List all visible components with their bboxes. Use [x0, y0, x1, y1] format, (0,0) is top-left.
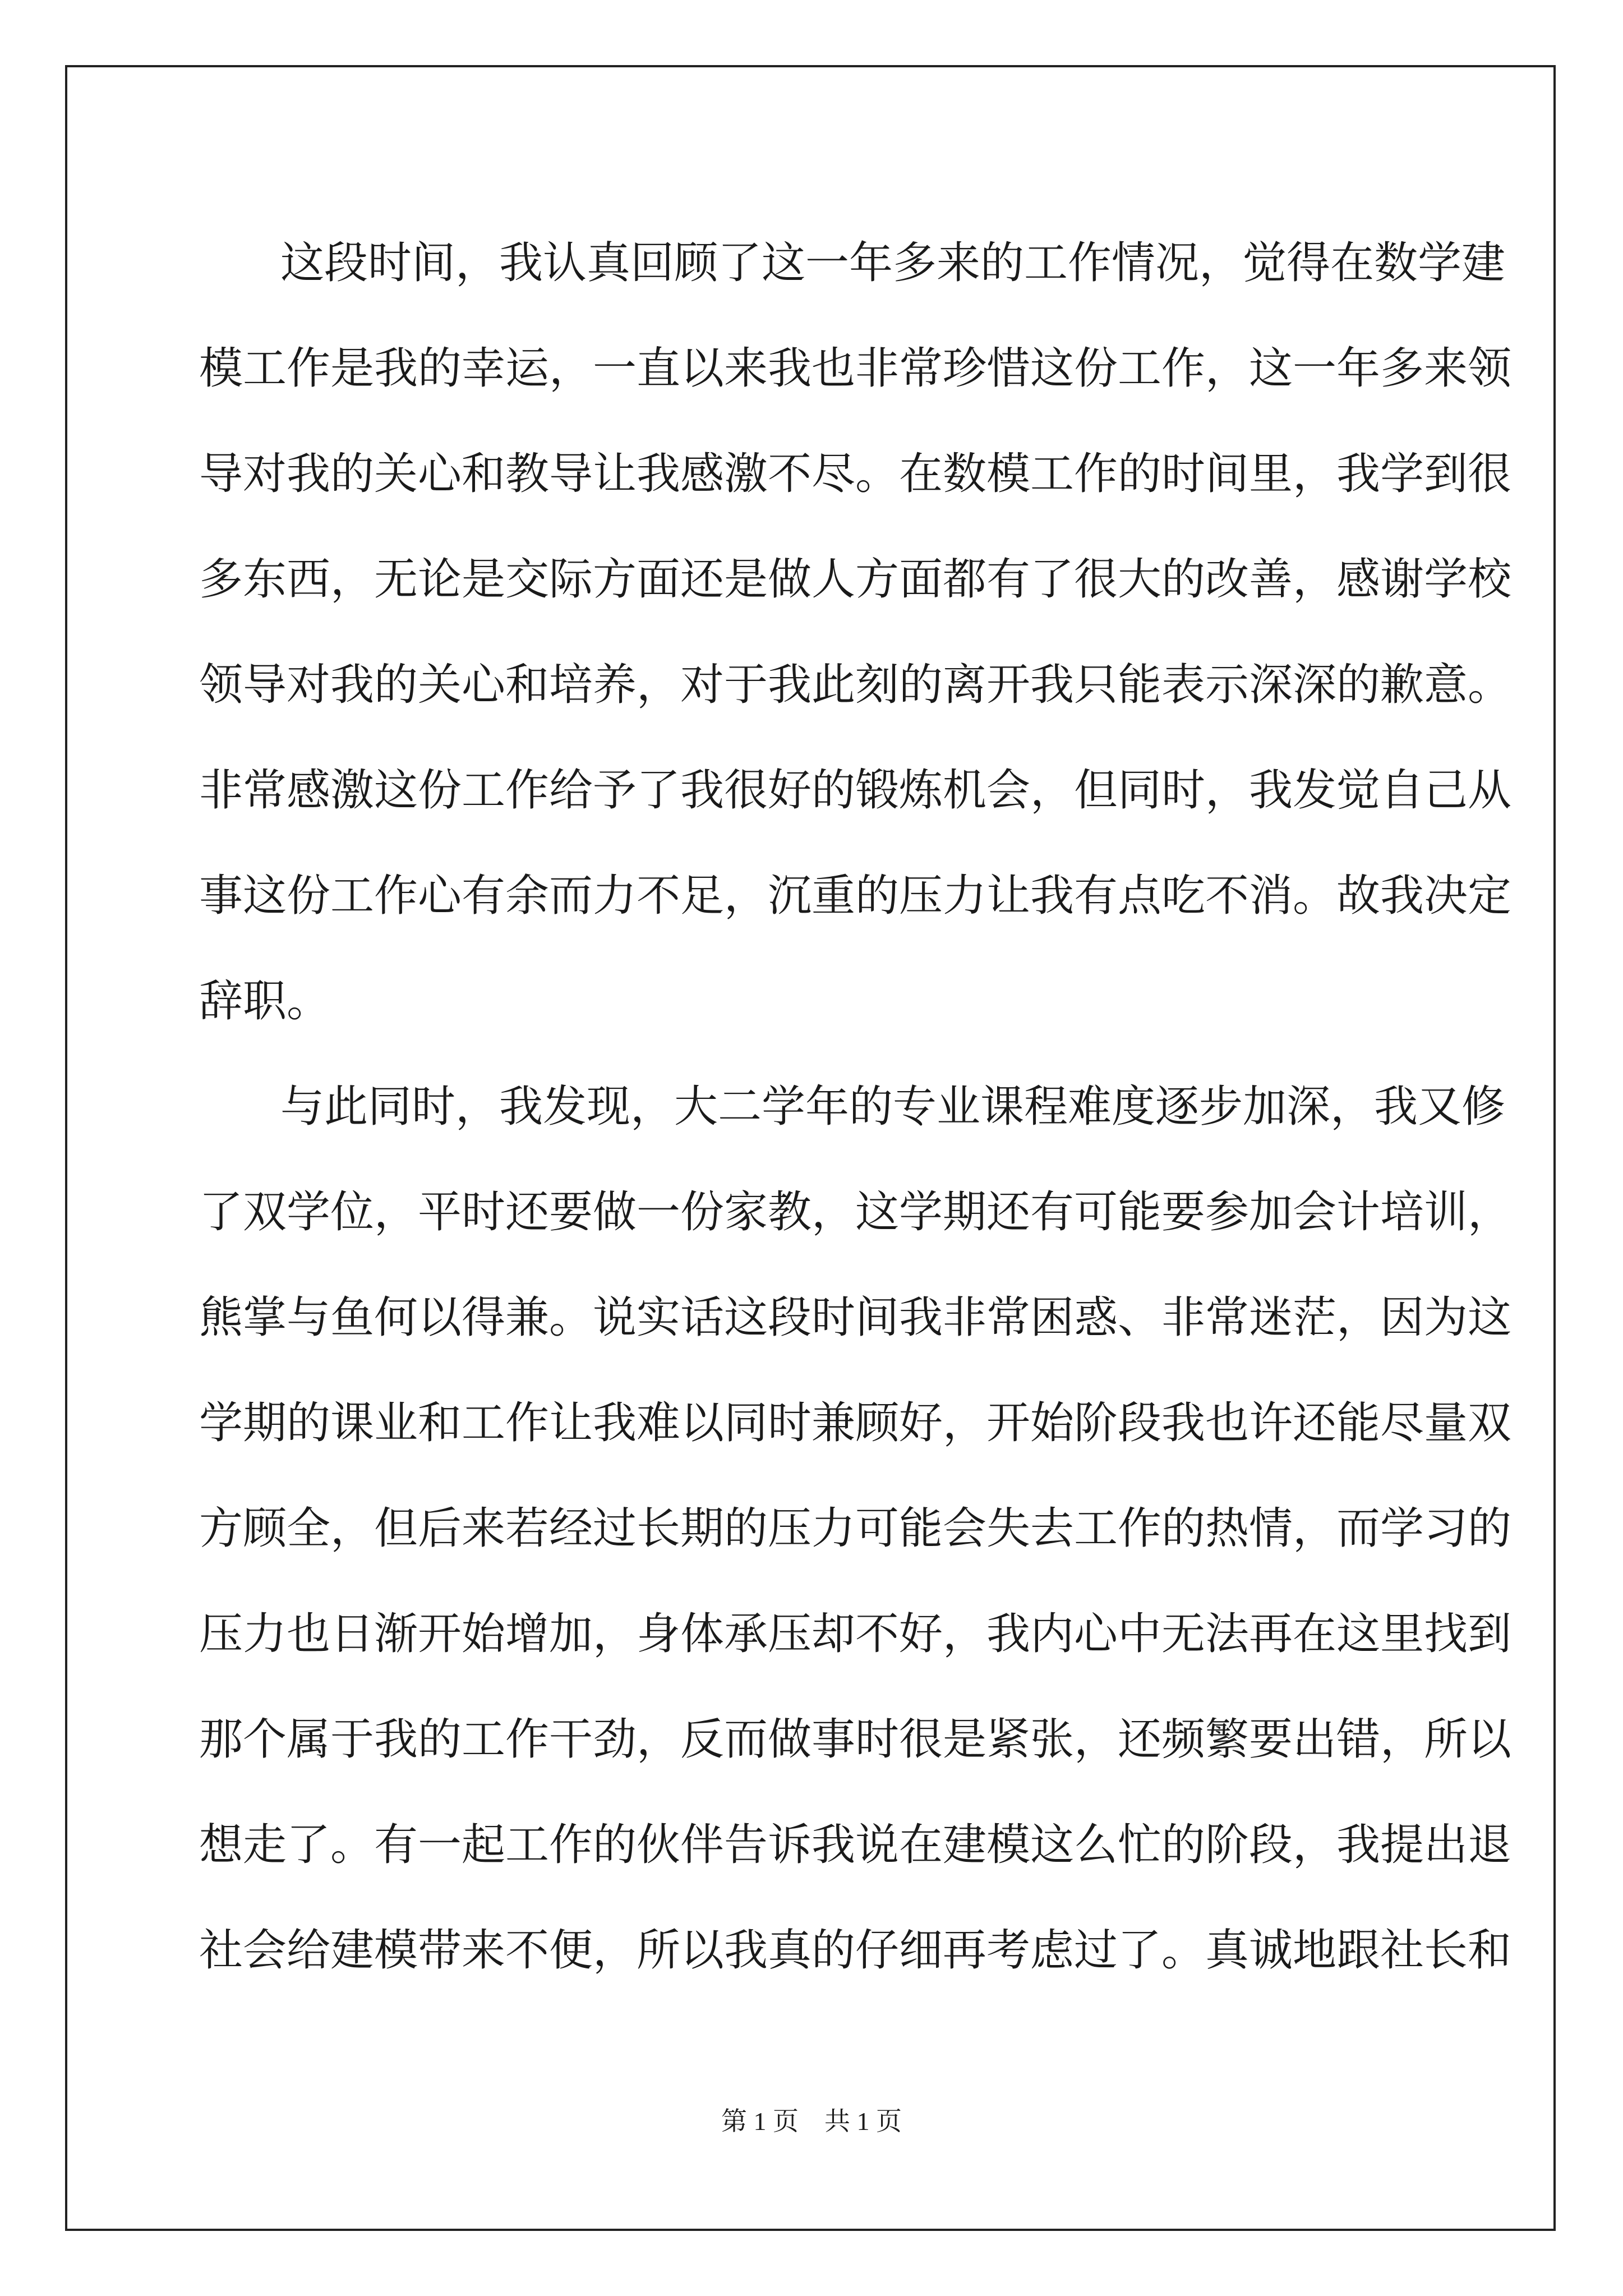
text-line: 熊掌与鱼何以得兼。说实话这段时间我非常困惑、非常迷茫，因为这: [199, 1292, 1512, 1343]
text-line: 社会给建模带来不便，所以我真的仔细再考虑过了。真诚地跟社长和: [199, 1925, 1512, 1976]
page-number-footer: 第 1 页 共 1 页: [721, 2107, 902, 2136]
text-line: 那个属于我的工作干劲，反而做事时很是紧张，还频繁要出错，所以: [199, 1714, 1512, 1765]
text-line: 领导对我的关心和培养，对于我此刻的离开我只能表示深深的歉意。: [199, 660, 1512, 710]
text-line: 想走了。有一起工作的伙伴告诉我说在建模这么忙的阶段，我提出退: [199, 1820, 1512, 1870]
text-line: 了双学位，平时还要做一份家教，这学期还有可能要参加会计培训，: [199, 1187, 1512, 1237]
text-line: 辞职。: [199, 976, 331, 1027]
text-line: 这段时间，我认真回顾了这一年多来的工作情况，觉得在数学建: [280, 238, 1506, 288]
text-line: 学期的课业和工作让我难以同时兼顾好，开始阶段我也许还能尽量双: [199, 1398, 1512, 1448]
text-line: 导对我的关心和教导让我感激不尽。在数模工作的时间里，我学到很: [199, 449, 1512, 499]
text-line: 模工作是我的幸运，一直以来我也非常珍惜这份工作，这一年多来领: [199, 343, 1512, 394]
text-line: 事这份工作心有余而力不足，沉重的压力让我有点吃不消。故我决定: [199, 871, 1512, 921]
text-line: 与此同时，我发现，大二学年的专业课程难度逐步加深，我又修: [280, 1082, 1506, 1132]
text-line: 非常感激这份工作给予了我很好的锻炼机会，但同时，我发觉自己从: [199, 765, 1512, 816]
body-text: [199, 210, 1512, 2003]
text-line: 多东西，无论是交际方面还是做人方面都有了很大的改善，感谢学校: [199, 554, 1512, 605]
text-line: 方顾全，但后来若经过长期的压力可能会失去工作的热情，而学习的: [199, 1503, 1512, 1554]
text-line: 压力也日渐开始增加，身体承压却不好，我内心中无法再在这里找到: [199, 1609, 1512, 1659]
